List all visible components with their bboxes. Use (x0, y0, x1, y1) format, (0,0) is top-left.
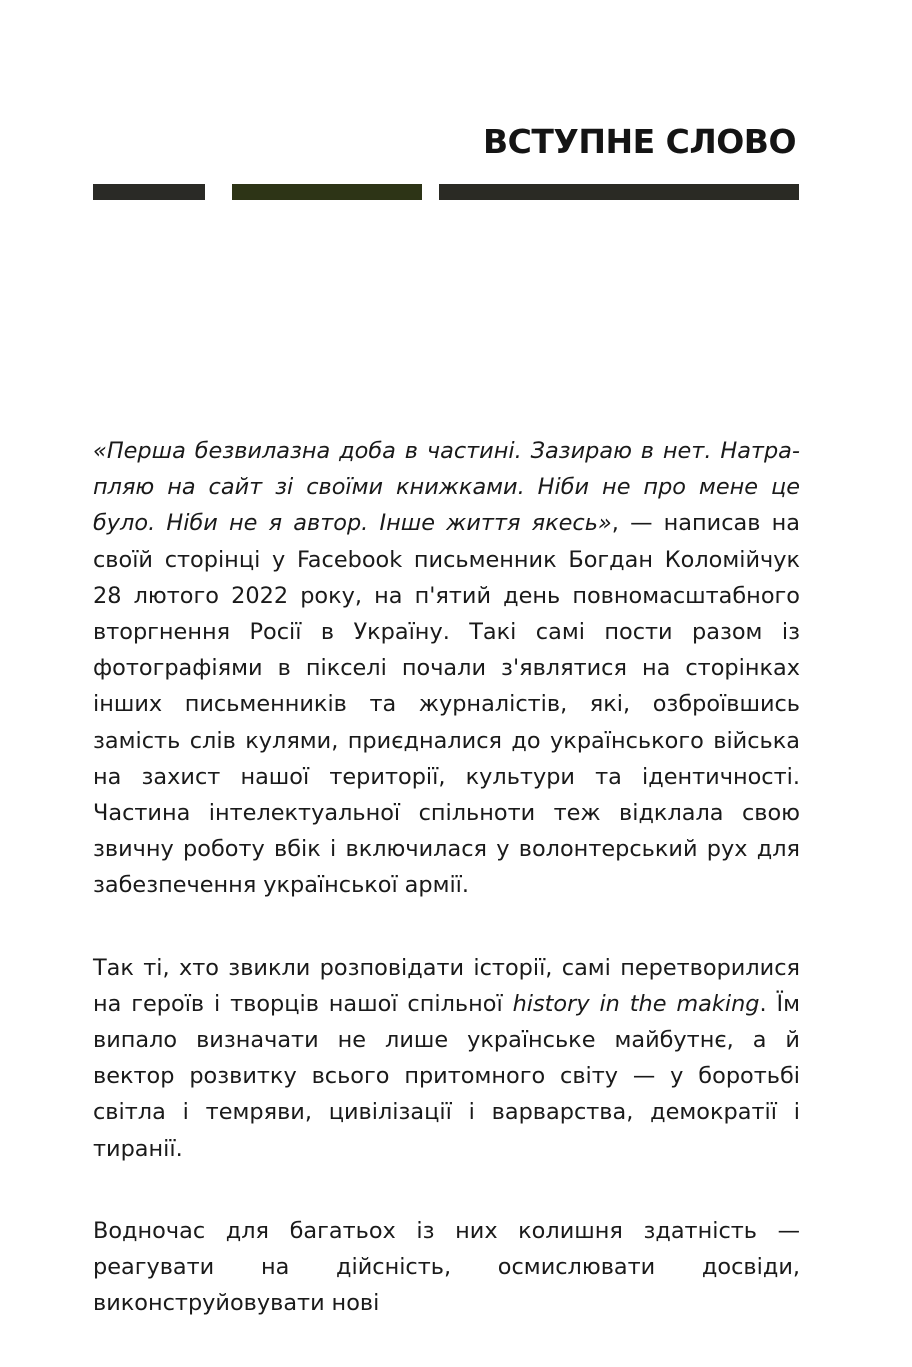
paragraph-3 (93, 1213, 800, 1322)
decorative-rule-long (439, 184, 799, 200)
paragraph-2-text-start: Так ті, хто звикли розповідати історії, самі перетворилися на героїв і творців нашої спільної (93, 954, 800, 1017)
decorative-rule-short (93, 184, 205, 200)
epigraph-quote: «Перша безвилазна доба в частині. Зазираю в нет. Натрапляю на сайт зі своїми книжками. Ніби не про мене це було. Ніби не я автор. Інше життя якесь» (93, 438, 800, 537)
paragraph-3-text: Водночас для багатьох із них колишня здатність — реагувати на дійсність, осмислювати досвіди, виконструйовувати нові (93, 1217, 800, 1317)
paragraph-2-italic-phrase: history in the making (512, 990, 760, 1017)
paragraph-2-text-end: . Їм випало визначати не лише українське майбутнє, а й вектор розвитку всього притомного світу — у боротьбі світла і темряви, цивілізації і варварства, демократії і тиранії. (93, 990, 800, 1162)
page-title: ВСТУПНЕ СЛОВО (483, 122, 796, 161)
body-text (93, 433, 800, 1367)
paragraph-1-text: , — написав на своїй сторінці у Facebook письменник Богдан Коломійчук 28 лютого 2022 року, на п'ятий день повномасштабного вторгнення Росії в Україну. Такі самі пости разом із фотографіями в пікселі почали з'являтися на сторінках інших письменників та журналістів, які, озброївшись замість слів кулями, приєдналися до українського війська на захист нашої території, культури та ідентичності. Частина інтелектуальної спільноти теж відклала свою звичну роботу вбік і включилася у волонтерський рух для забезпечення української армії. (93, 510, 800, 899)
paragraph-1 (93, 433, 800, 904)
decorative-rule-medium (232, 184, 422, 200)
paragraph-2 (93, 950, 800, 1167)
